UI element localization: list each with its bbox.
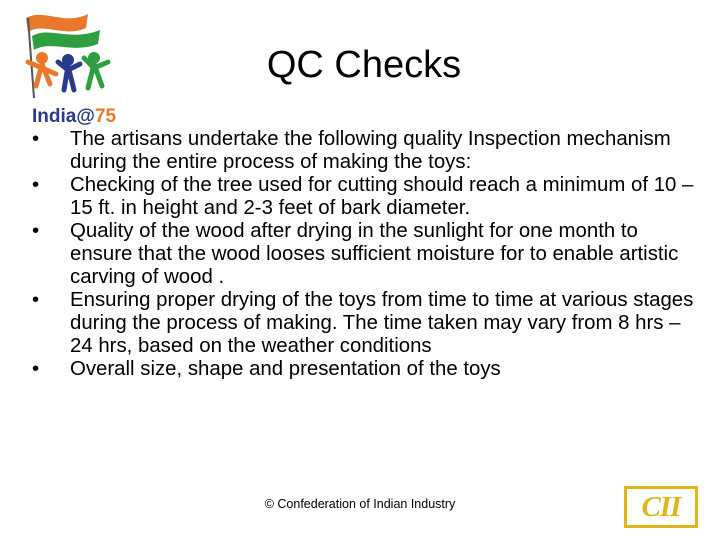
- bullet-item: • Checking of the tree used for cutting should reach a minimum of 10 – 15 ft. in height and 2-3 feet of bark diameter.: [32, 174, 694, 219]
- bullet-dot: •: [32, 128, 40, 150]
- bullet-item: • Overall size, shape and presentation of the toys: [32, 358, 501, 380]
- bullet-dot: •: [32, 289, 40, 311]
- bullet-dot: •: [32, 174, 40, 196]
- cii-logo: [624, 486, 698, 528]
- slide-title: QC Checks: [266, 44, 462, 86]
- footer-copyright: © Confederation of Indian Industry: [264, 497, 456, 511]
- bullet-dot: •: [32, 358, 40, 380]
- bullet-item: • Ensuring proper drying of the toys from time to time at various stages during the process of making. The time taken may vary from 8 hrs – 24 hrs, based on the weather conditions: [32, 289, 694, 357]
- cii-logo-text: CII: [641, 490, 681, 523]
- bullet-list: [30, 128, 700, 381]
- bullet-item: • The artisans undertake the following quality Inspection mechanism during the entire process of making the toys:: [32, 128, 671, 173]
- bullet-item: • Quality of the wood after drying in the sunlight for one month to ensure that the wood looses sufficient moisture for to enable artistic carving of wood .: [32, 220, 679, 288]
- india-75-logo-text: India@75: [32, 106, 117, 127]
- bullet-dot: •: [32, 220, 40, 242]
